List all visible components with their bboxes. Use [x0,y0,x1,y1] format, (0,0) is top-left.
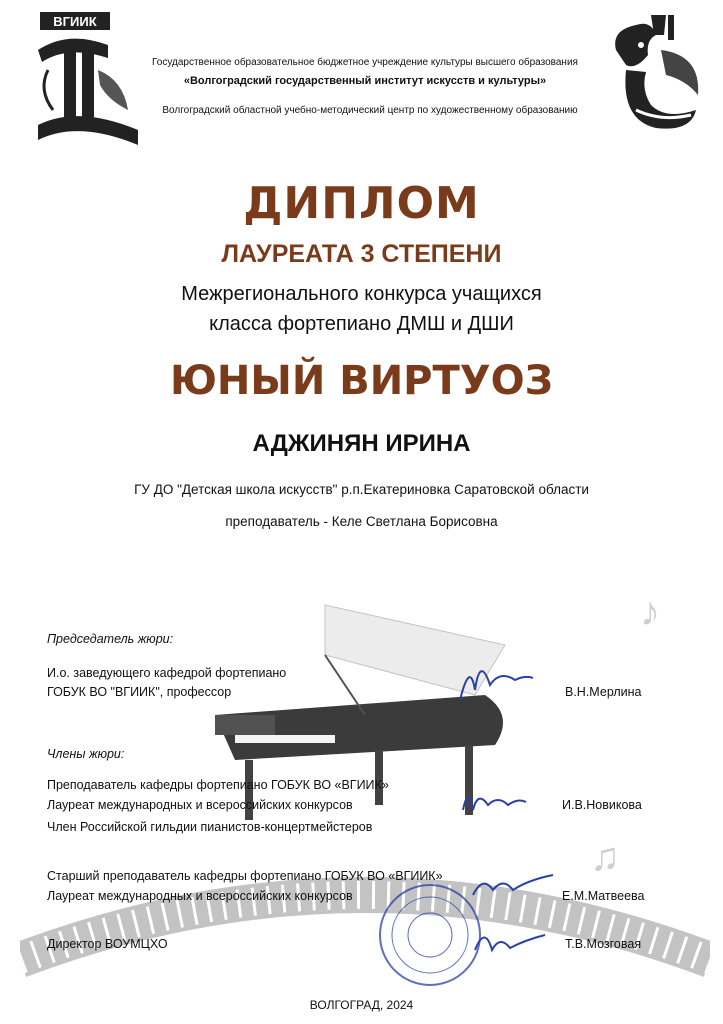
director-line: Директор ВОУМЦХО [47,937,168,951]
official-stamp [375,880,485,990]
diploma-degree: ЛАУРЕАТА 3 СТЕПЕНИ [221,240,502,268]
signature-mark [455,650,535,710]
vgiik-logo [28,10,148,150]
member1-line3: Член Российской гильдии пианистов-концертмейстеров [47,820,373,834]
chair-heading: Председатель жюри: [47,632,174,646]
chair-institution: ГОБУК ВО "ВГИИК", профессор [47,685,232,699]
contest-line-1: Межрегионального конкурса учащихся [181,283,542,305]
header-organization: Государственное образовательное бюджетное учреждение культуры высшего образования [152,57,578,68]
member1-signature-name: И.В.Новикова [562,798,642,812]
header-institute: «Волгоградский государственный институт искусств и культуры» [183,75,547,87]
emblem-logo [606,10,706,140]
contest-name: ЮНЫЙ ВИРТУОЗ [169,358,554,404]
music-note-icon: ♫ [590,835,620,879]
signature-mark [458,780,528,820]
contest-line-2: класса фортепиано ДМШ и ДШИ [209,313,514,335]
diploma-title: ДИПЛОМ [243,178,480,229]
director-signature-name: Т.В.Мозговая [565,937,642,951]
members-heading: Члены жюри: [47,747,125,761]
header-center: Волгоградский областной учебно-методический центр по художественному образованию [162,105,578,116]
member1-line2: Лауреат международных и всероссийских конкурсов [47,798,353,812]
member1-line1: Преподаватель кафедры фортепиано ГОБУК ВО «ВГИИК» [47,778,389,792]
teacher-name: преподаватель - Келе Светлана Борисовна [225,514,498,529]
school-name: ГУ ДО "Детская школа искусств" р.п.Екатериновка Саратовской области [134,482,589,497]
recipient-name: АДЖИНЯН ИРИНА [252,430,471,457]
member2-signature-name: Е.М.Матвеева [562,889,645,903]
chair-signature-name: В.Н.Мерлина [565,685,642,699]
music-note-icon: ♪ [640,590,660,634]
svg-text:ВГИИК: ВГИИК [53,14,97,29]
city-year: ВОЛГОГРАД, 2024 [309,998,414,1012]
chair-position: И.о. заведующего кафедрой фортепиано [47,666,287,680]
member2-line2: Лауреат международных и всероссийских конкурсов [47,889,353,903]
member2-line1: Старший преподаватель кафедры фортепиано ГОБУК ВО «ВГИИК» [47,869,443,883]
